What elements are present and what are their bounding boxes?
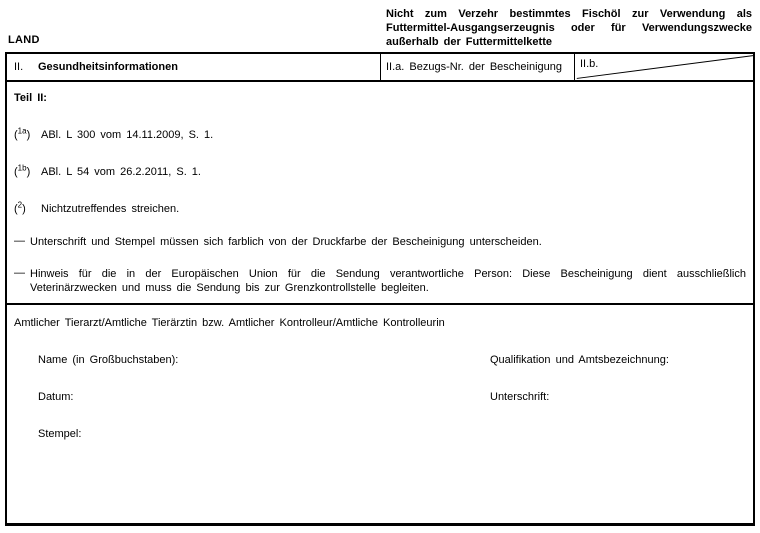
name-field-label: Name (in Großbuchstaben):: [38, 354, 179, 366]
part-number: II.: [14, 60, 24, 73]
page-header: [0, 0, 760, 52]
signature-field-row: [7, 391, 753, 404]
local-reference-label: II.b.: [580, 58, 599, 70]
footnote: [14, 200, 746, 216]
strikethrough-diagonal-line: [575, 54, 753, 80]
part-ii-label: Teil II:: [14, 92, 47, 104]
instruction-note: [14, 267, 746, 295]
part-ii-body: [7, 82, 753, 305]
footnote-marker: ($^{1b}$): [14, 163, 31, 178]
document-title-line: außerhalb der Futtermittelkette: [386, 36, 552, 48]
part-title: Gesundheitsinformationen: [38, 60, 178, 73]
date-field-label: Datum:: [38, 391, 74, 403]
instruction-note: [14, 235, 746, 249]
signature-section: [7, 305, 753, 525]
reference-number-cell: [380, 54, 574, 80]
footnote: [14, 163, 746, 179]
qualification-field-label: Qualifikation und Amtsbezeichnung:: [490, 354, 669, 366]
signature-field-label: Unterschrift:: [490, 391, 550, 403]
stamp-field-label: Stempel:: [38, 428, 82, 440]
official-title-heading: Amtlicher Tierarzt/Amtliche Tierärztin bzw. Amtlicher Kontrolleur/Amtliche Kontrolleurin: [14, 317, 445, 329]
footnote-marker: ($^2$): [14, 200, 26, 215]
table-header-row: [7, 54, 753, 82]
footnote-text: ABl. L 54 vom 26.2.2011, S. 1.: [41, 166, 201, 178]
document-title-line: Nicht zum Verzehr bestimmtes Fischöl zur Verwendung als: [386, 8, 752, 20]
local-reference-cell: [574, 54, 753, 80]
footnote-marker: ($^{1a}$): [14, 126, 31, 141]
dash-bullet: —: [14, 267, 25, 279]
footnote: [14, 126, 746, 142]
note-text: Hinweis für die in der Europäischen Union für die Sendung verantwortliche Person: Diese Bescheinigung dient ausschließlich Veterinärzwecken und muss die Sendung bis zur Grenzkontrollstelle begleiten.: [30, 268, 746, 294]
dash-bullet: —: [14, 235, 25, 247]
country-label: LAND: [8, 34, 40, 46]
certificate-table: [5, 52, 755, 526]
signature-field-row: [7, 354, 753, 367]
part-ii-header-cell: [7, 54, 380, 80]
signature-field-row: [7, 428, 753, 441]
reference-number-label: II.a. Bezugs-Nr. der Bescheinigung: [386, 60, 562, 73]
footnote-text: Nichtzutreffendes streichen.: [41, 203, 180, 215]
document-title-line: Futtermittel-Ausgangserzeugnis oder für Verwendungszwecke: [386, 22, 752, 34]
footnote-text: ABl. L 300 vom 14.11.2009, S. 1.: [41, 129, 214, 141]
note-text: Unterschrift und Stempel müssen sich farblich von der Druckfarbe der Bescheinigung unterscheiden.: [30, 236, 542, 248]
document-title: [386, 7, 752, 49]
